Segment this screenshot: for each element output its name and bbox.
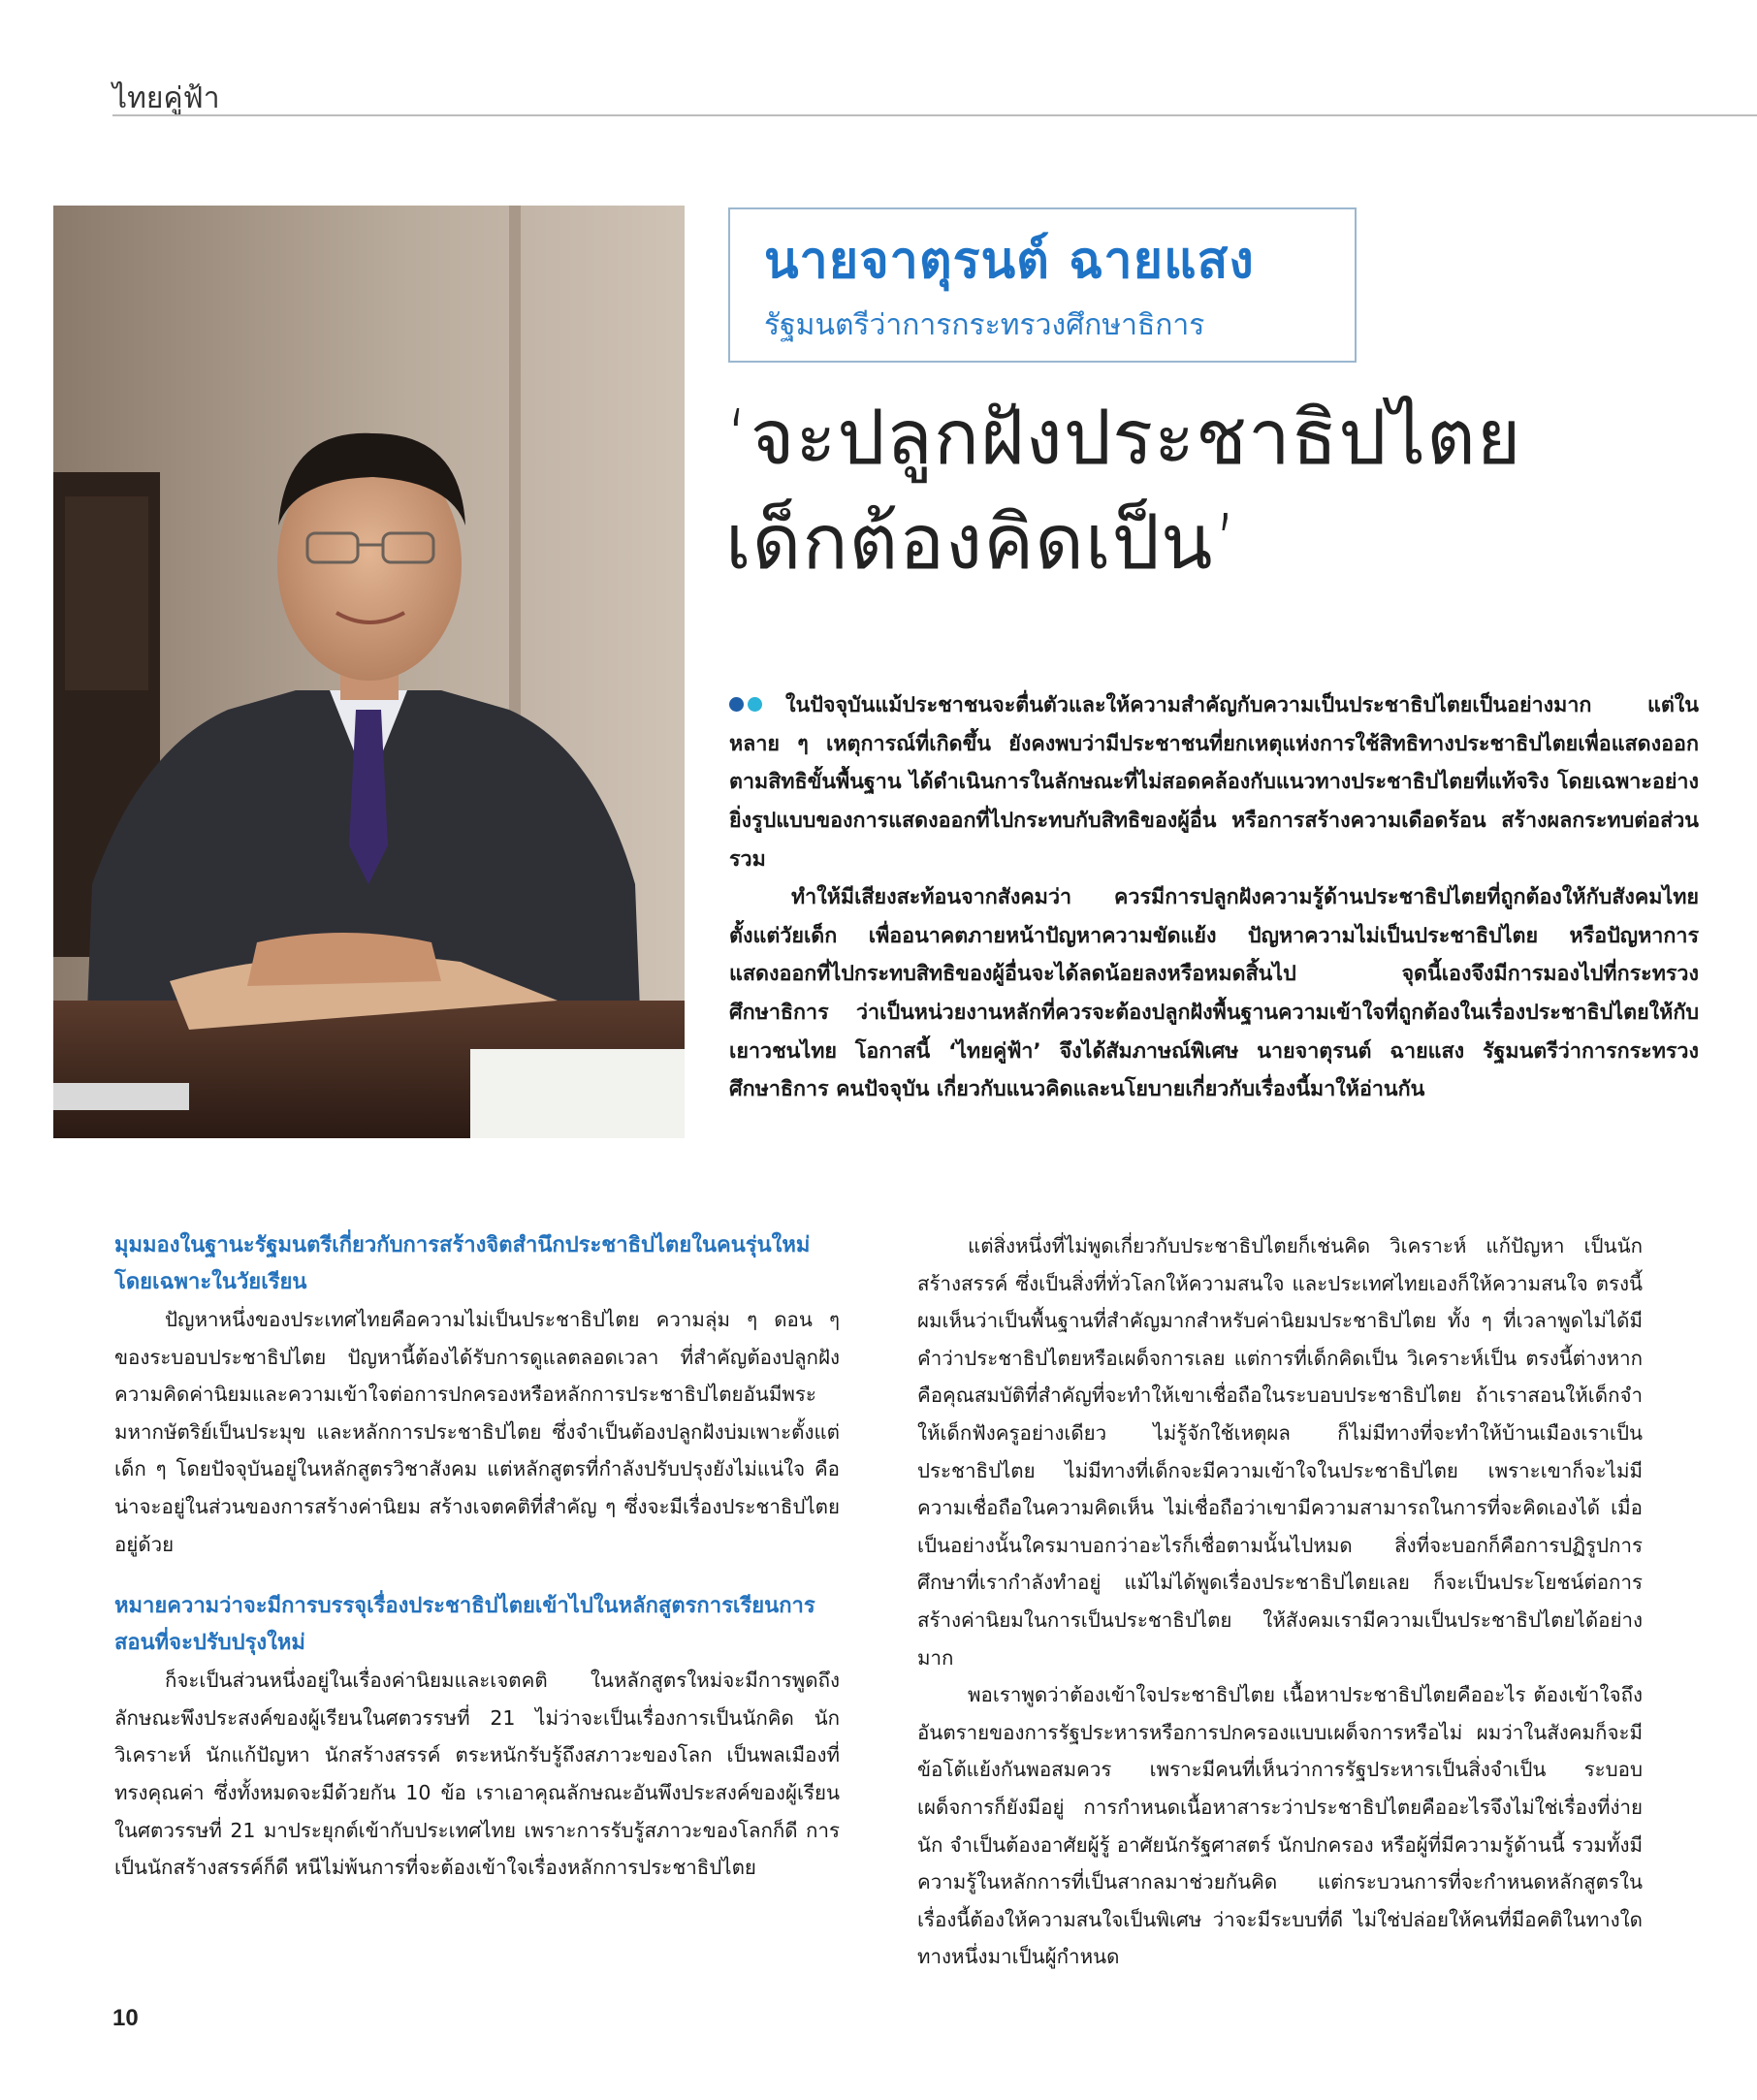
header-rule: [112, 114, 1757, 116]
right-column: [917, 1227, 1643, 1976]
running-head: ไทยคู่ฟ้า: [112, 82, 220, 114]
bullet-dots-icon: [729, 686, 766, 725]
answer-1: ปัญหาหนึ่งของประเทศไทยคือความไม่เป็นประชาธิปไตย ความลุ่ม ๆ ดอน ๆ ของระบอบประชาธิปไตย ปัญหานี้ต้องได้รับการดูแลตลอดเวลา ที่สำคัญต้องปลูกฝังความคิดค่านิยมและความเข้าใจต่อการปกครองหรือหลักการประชาธิปไตยอันมีพระมหากษัตริย์เป็นประมุข และหลักการประชาธิปไตย ซึ่งจำเป็นต้องปลูกฝังบ่มเพาะตั้งแต่เด็ก ๆ โดยปัจจุบันอยู่ในหลักสูตรวิชาสังคม แต่หลักสูตรที่กำลังปรับปรุงยังไม่แน่ใจ คือน่าจะอยู่ในส่วนของการสร้างค่านิยม สร้างเจตคติที่สำคัญ ๆ ซึ่งจะมีเรื่องประชาธิปไตยอยู่ด้วย: [114, 1308, 840, 1556]
right-paragraph-2: พอเราพูดว่าต้องเข้าใจประชาธิปไตย เนื้อหาประชาธิปไตยคืออะไร ต้องเข้าใจถึงอันตรายของการรัฐประหารหรือการปกครองแบบเผด็จการหรือไม่ ผมว่าในสังคมก็จะมีข้อโต้แย้งกันพอสมควร เพราะมีคนที่เห็นว่าการรัฐประหารเป็นสิ่งจำเป็น ระบอบเผด็จการก็ยังมีอยู่ การกำหนดเนื้อหาสาระว่าประชาธิปไตยคืออะไรจึงไม่ใช่เรื่องที่ง่ายนัก จำเป็นต้องอาศัยผู้รู้ อาศัยนักรัฐศาสตร์ นักปกครอง หรือผู้ที่มีความรู้ด้านนี้ รวมทั้งมีความรู้ในหลักการที่เป็นสากลมาช่วยกันคิด แต่กระบวนการที่จะกำหนดหลักสูตรในเรื่องนี้ต้องให้ความสนใจเป็นพิเศษ ว่าจะมีระบบที่ดี ไม่ใช่ปล่อยให้คนที่มีอคติในทางใดทางหนึ่งมาเป็นผู้กำหนด: [917, 1683, 1643, 1969]
intro-paragraph-2: ทำให้มีเสียงสะท้อนจากสังคมว่า ควรมีการปลูกฝังความรู้ด้านประชาธิปไตยที่ถูกต้องให้กับสังคมไทยตั้งแต่วัยเด็ก เพื่ออนาคตภายหน้าปัญหาความขัดแย้ง ปัญหาความไม่เป็นประชาธิปไตย หรือปัญหาการแสดงออกที่ไปกระทบสิทธิของผู้อื่นจะได้ลดน้อยลงหรือหมดสิ้นไป จุดนี้เองจึงมีการมองไปที่กระทรวงศึกษาธิการ ว่าเป็นหน่วยงานหลักที่ควรจะต้องปลูกฝังพื้นฐานความเข้าใจที่ถูกต้องในเรื่องประชาธิปไตยให้กับเยาวชนไทย โอกาสนี้ ‘ไทยคู่ฟ้า’ จึงได้สัมภาษณ์พิเศษ นายจาตุรนต์ ฉายแสง รัฐมนตรีว่าการกระทรวงศึกษาธิการ คนปัจจุบัน เกี่ยวกับแนวคิดและนโยบายเกี่ยวกับเรื่องนี้มาให้อ่านกัน: [729, 885, 1699, 1102]
right-paragraph-1: แต่สิ่งหนึ่งที่ไม่พูดเกี่ยวกับประชาธิปไตยก็เช่นคิด วิเคราะห์ แก้ปัญหา เป็นนักสร้างสรรค์ ซึ่งเป็นสิ่งที่ทั่วโลกให้ความสนใจ และประเทศไทยเองก็ให้ความสนใจ ตรงนี้ผมเห็นว่าเป็นพื้นฐานที่สำคัญมากสำหรับค่านิยมประชาธิปไตย ทั้ง ๆ ที่เวลาพูดไม่ได้มีคำว่าประชาธิปไตยหรือเผด็จการเลย แต่การที่เด็กคิดเป็น วิเคราะห์เป็น ตรงนี้ต่างหากคือคุณสมบัติที่สำคัญที่จะทำให้เขาเชื่อถือในระบอบประชาธิปไตย ถ้าเราสอนให้เด็กจำ ให้เด็กฟังครูอย่างเดียว ไม่รู้จักใช้เหตุผล ก็ไม่มีทางที่จะทำให้บ้านเมืองเราเป็นประชาธิปไตย ไม่มีทางที่เด็กจะมีความเข้าใจในประชาธิปไตย เพราะเขาก็จะไม่มีความเชื่อถือในความคิดเห็น ไม่เชื่อถือว่าเขามีความสามารถในการที่จะคิดเองได้ เมื่อเป็นอย่างนั้นใครมาบอกว่าอะไรก็เชื่อตามนั้นไปหมด สิ่งที่จะบอกก็คือการปฏิรูปการศึกษาที่เรากำลังทำอยู่ แม้ไม่ได้พูดเรื่องประชาธิปไตยเลย ก็จะเป็นประโยชน์ต่อการสร้างค่านิยมในการเป็นประชาธิปไตย ให้สังคมเรามีความเป็นประชาธิปไตยได้อย่างมาก: [917, 1234, 1643, 1670]
left-column: [114, 1227, 840, 1887]
headline-line-1: ‘จะปลูกฝังประชาธิปไตย: [725, 395, 1522, 482]
interviewee-position: รัฐมนตรีว่าการกระทรวงศึกษาธิการ: [764, 308, 1205, 342]
page-number: 10: [112, 2005, 139, 2031]
headline: [725, 386, 1734, 595]
question-2: หมายความว่าจะมีการบรรจุเรื่องประชาธิปไตยเข้าไปในหลักสูตรการเรียนการสอนที่จะปรับปรุงใหม่: [114, 1594, 815, 1656]
portrait-photo: [53, 206, 685, 1138]
interviewee-name: นายจาตุรนต์ ฉายแสง: [764, 232, 1255, 290]
answer-2: ก็จะเป็นส่วนหนึ่งอยู่ในเรื่องค่านิยมและเจตคติ ในหลักสูตรใหม่จะมีการพูดถึงลักษณะพึงประสงค์ของผู้เรียนในศตวรรษที่ 21 ไม่ว่าจะเป็นเรื่องการเป็นนักคิด นักวิเคราะห์ นักแก้ปัญหา นักสร้างสรรค์ ตระหนักรับรู้ถึงสภาวะของโลก เป็นพลเมืองที่ทรงคุณค่า ซึ่งทั้งหมดจะมีด้วยกัน 10 ข้อ เราเอาคุณลักษณะอันพึงประสงค์ของผู้เรียนในศตวรรษที่ 21 มาประยุกต์เข้ากับประเทศไทย เพราะการรับรู้สภาวะของโลกก็ดี การเป็นนักสร้างสรรค์ก็ดี หนีไม่พ้นการที่จะต้องเข้าใจเรื่องหลักการประชาธิปไตย: [114, 1669, 840, 1880]
question-1: มุมมองในฐานะรัฐมนตรีเกี่ยวกับการสร้างจิตสำนึกประชาธิปไตยในคนรุ่นใหม่ โดยเฉพาะในวัยเรียน: [114, 1233, 811, 1294]
intro-paragraph: [729, 686, 1699, 878]
headline-line-2: เด็กต้องคิดเป็น’: [725, 499, 1239, 587]
intro-paragraph-1-text: ในปัจจุบันแม้ประชาชนจะตื่นตัวและให้ความสำคัญกับความเป็นประชาธิปไตยเป็นอย่างมาก แต่ในหลาย ๆ เหตุการณ์ที่เกิดขึ้น ยังคงพบว่ามีประชาชนที่ยกเหตุแห่งการใช้สิทธิทางประชาธิปไตยเพื่อแสดงออกตามสิทธิขั้นพื้นฐาน ได้ดำเนินการในลักษณะที่ไม่สอดคล้องกับแนวทางประชาธิปไตยที่แท้จริง โดยเฉพาะอย่างยิ่งรูปแบบของการแสดงออกที่ไปกระทบกับสิทธิของผู้อื่น หรือการสร้างความเดือดร้อน สร้างผลกระทบต่อส่วนรวม: [729, 693, 1699, 872]
name-box: [728, 207, 1357, 363]
intro-text: [729, 686, 1699, 1109]
